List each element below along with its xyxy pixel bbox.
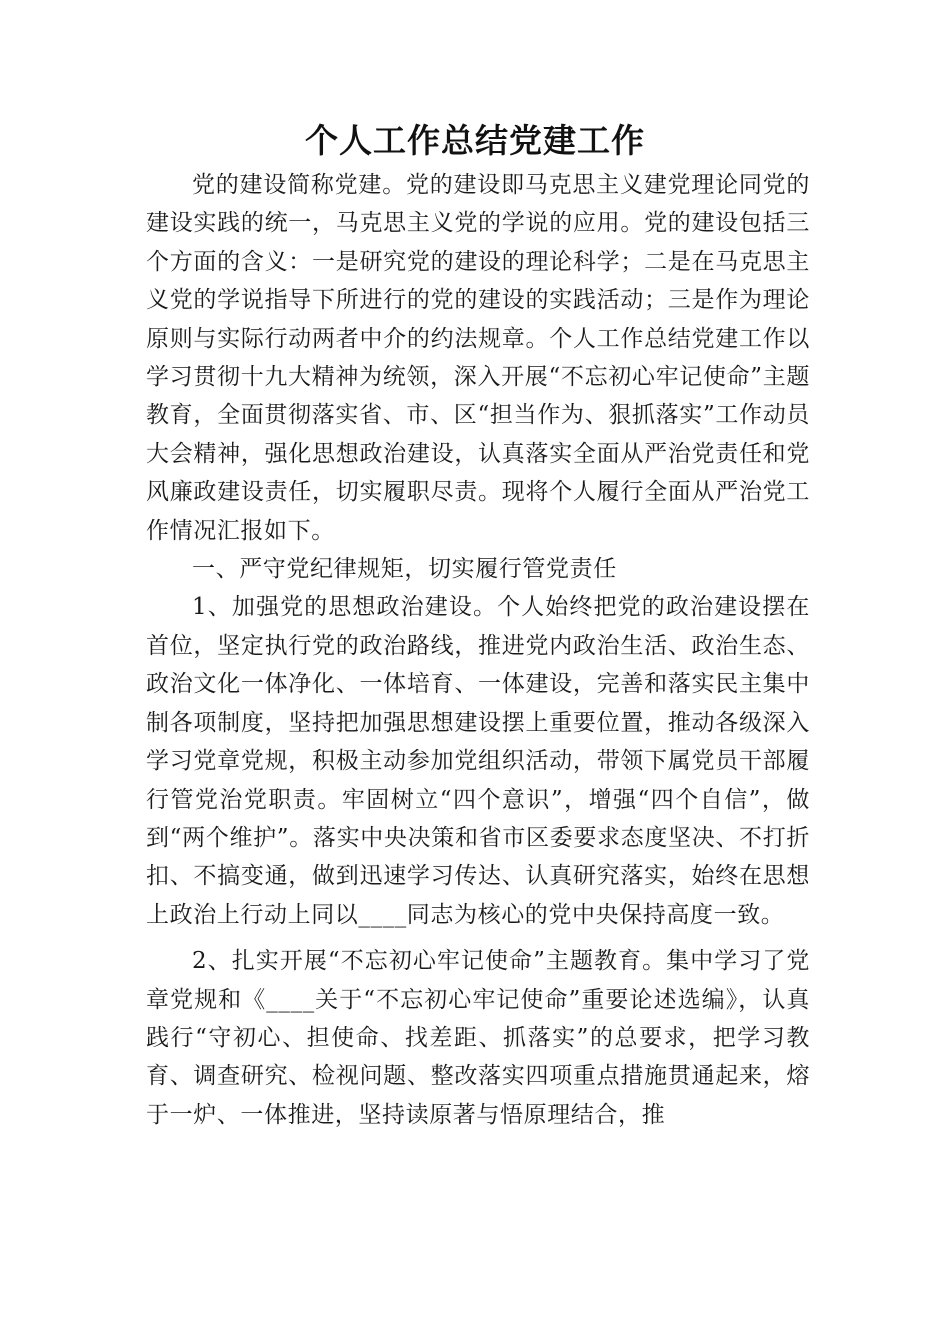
document-title: 个人工作总结党建工作 [305, 121, 645, 160]
paragraph-item-1: 1、加强党的思想政治建设。个人始终把党的政治建设摆在首位，坚定执行党的政治路线，推进党内政治生活、政治生态、政治文化一体净化、一体培育、一体建设，完善和落实民主集中制各项制度，坚持把加强思想建设摆上重要位置，推动各级深入学习党章党规，积极主动参加党组织活动，带领下属党员干部履行管党治党职责。牢固树立“四个意识”，增强“四个自信”，做到“两个维护”。落实中央决策和省市区委要求态度坚决、不打折扣、不搞变通，做到迅速学习传达、认真研究落实，始终在思想上政治上行动上同以____同志为核心的党中央保持高度一致。 [146, 594, 810, 928]
document-body [146, 166, 810, 1134]
paragraph-item-2: 2、扎实开展“不忘初心牢记使命”主题教育。集中学习了党章党规和《____关于“不忘初心牢记使命”重要论述选编》，认真践行“守初心、担使命、找差距、抓落实”的总要求，把学习教育、调查研究、检视问题、整改落实四项重点措施贯通起来，熔于一炉、一体推进，坚持读原著与悟原理结合，推 [146, 948, 810, 1128]
section-heading-1: 一、严守党纪律规矩，切实履行管党责任 [192, 556, 617, 583]
paragraph-intro: 党的建设简称党建。党的建设即马克思主义建党理论同党的建设实践的统一，马克思主义党的学说的应用。党的建设包括三个方面的含义：一是研究党的建设的理论科学；二是在马克思主义党的学说指导下所进行的党的建设的实践活动；三是作为理论原则与实际行动两者中介的约法规章。个人工作总结党建工作以学习贯彻十九大精神为统领，深入开展“不忘初心牢记使命”主题教育，全面贯彻落实省、市、区“担当作为、狠抓落实”工作动员大会精神，强化思想政治建设，认真落实全面从严治党责任和党风廉政建设责任，切实履职尽责。现将个人履行全面从严治党工作情况汇报如下。 [146, 172, 810, 544]
